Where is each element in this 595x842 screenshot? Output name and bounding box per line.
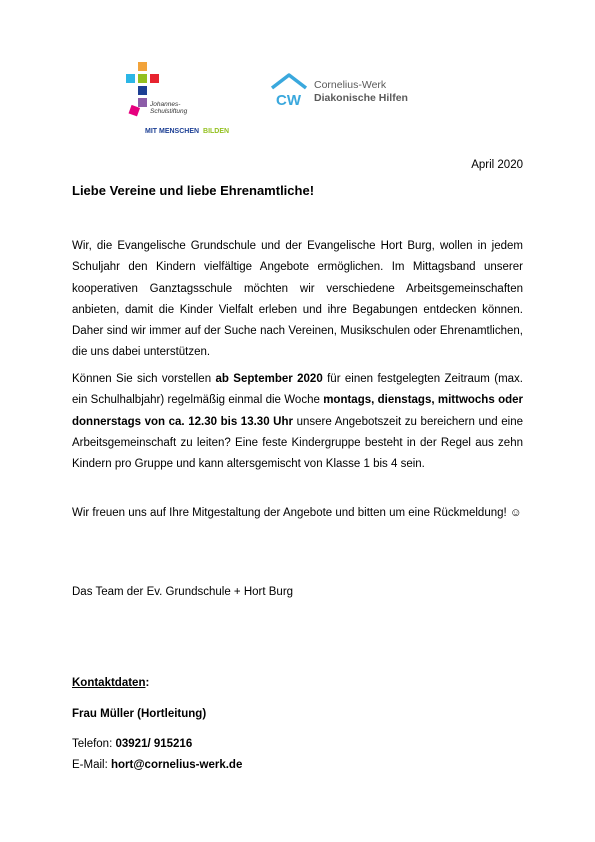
contact-heading-label: Kontaktdaten	[72, 677, 146, 689]
logo-slogan-part1: MIT MENSCHEN	[145, 128, 200, 135]
contact-phone-line	[72, 738, 192, 750]
request-schedule: montags, dienstags, mittwochs oder donnerstags von ca. 12.30 bis 13.30 Uhr	[72, 394, 523, 428]
paragraph-request	[72, 369, 523, 475]
logo-line1: Cornelius-Werk	[314, 79, 387, 91]
logo-mark: CW	[276, 92, 301, 108]
request-text-a: Können Sie sich vorstellen	[72, 373, 216, 385]
request-start-date: ab September 2020	[215, 373, 323, 385]
request-text-c: für einen festgelegten Zeitraum (max. ein Schulhalbjahr) regelmäßig einmal die Woche	[72, 373, 523, 407]
letter-date: April 2020	[471, 159, 523, 171]
logo-slogan	[145, 128, 229, 135]
request-text-e: unsere Angebotszeit zu bereichern und eine Arbeitsgemeinschaft zu leiten? Eine feste Kindergruppe besteht in der Regel aus zehn Kindern pro Gruppe und kann altersgemischt von Klasse 1 bis 4 sein.	[72, 415, 524, 471]
logo-slogan-part2: BILDEN	[203, 128, 230, 135]
johannes-schulstiftung-logo	[120, 60, 230, 140]
house-roof-icon	[272, 75, 306, 88]
contact-heading	[72, 677, 149, 689]
phone-number: 03921/ 915216	[115, 738, 193, 750]
cornelius-werk-logo	[270, 72, 430, 108]
paragraph-intro: Wir, die Evangelische Grundschule und der Evangelische Hort Burg, wollen in jedem Schuljahr den Kindern vielfältige Angebote ermöglichen. Im Mittagsband unserer kooperativen Ganztagsschule möchten wir verschiedene Arbeitsgemeinschaften anbieten, damit die Kinder Vielfalt erleben und ihre Begabungen entdecken können. Daher sind wir immer auf der Suche nach Vereinen, Musikschulen oder Ehrenamtlichen, die uns dabei unterstützen.	[72, 240, 523, 359]
logo-name-line1: Johannes-	[150, 101, 181, 108]
contact-name: Frau Müller (Hortleitung)	[72, 708, 207, 720]
contact-email-line	[72, 759, 242, 771]
logo-name-line2: Schulstiftung	[150, 108, 188, 115]
email-address: hort@cornelius-werk.de	[110, 759, 243, 771]
contact-heading-colon: :	[145, 677, 150, 689]
email-label: E-Mail:	[72, 759, 111, 771]
letter-signature: Das Team der Ev. Grundschule + Hort Burg	[72, 586, 294, 598]
phone-label: Telefon:	[72, 738, 116, 750]
paragraph-closing: Wir freuen uns auf Ihre Mitgestaltung der Angebote und bitten um eine Rückmeldung! ☺	[72, 507, 522, 519]
letter-greeting: Liebe Vereine und liebe Ehrenamtliche!	[72, 183, 315, 198]
logo-line2: Diakonische Hilfen	[314, 92, 408, 104]
